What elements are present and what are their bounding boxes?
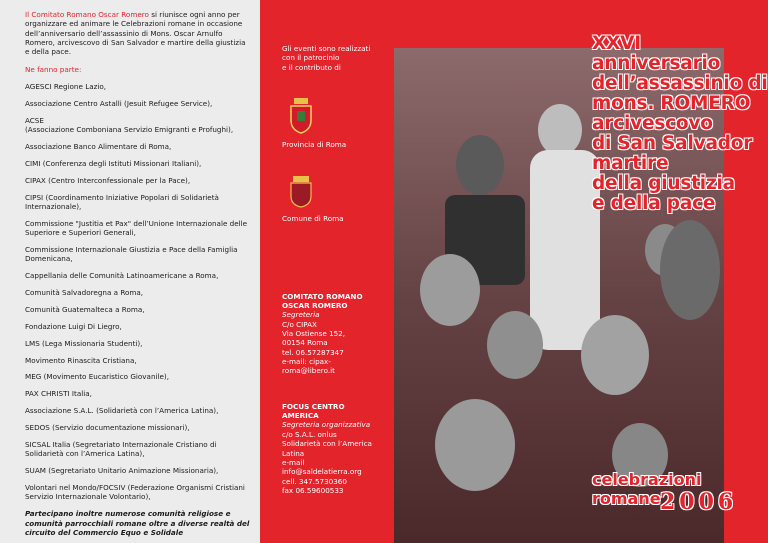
member-item: CIPAX (Centro Interconfessionale per la Pace), <box>25 175 191 185</box>
title-line: arcivescovo <box>592 112 713 134</box>
member-item: Commissione Internazionale Giustizia e Pace della Famiglia Domenicana, <box>25 245 238 264</box>
contact-line: c/o S.A.L. onlus <box>282 429 337 439</box>
member-item: Movimento Rinascita Cristiana, <box>25 355 137 365</box>
sponsor-provincia: Provincia di Roma <box>282 140 347 150</box>
left-panel <box>0 0 260 543</box>
member-item: Associazione Centro Astalli (Jesuit Refugee Service), <box>25 99 213 109</box>
contact-email: e-mail: cipax-roma@libero.it <box>282 357 335 376</box>
contact-email: e-mail info@saldelatierra.org <box>282 457 362 477</box>
cover-panel <box>380 0 768 543</box>
contact-org: FOCUS CENTRO AMERICA <box>282 401 345 421</box>
cover-title <box>592 34 768 214</box>
title-line: della giustizia <box>592 172 735 194</box>
member-item: LMS (Lega Missionaria Studenti), <box>25 338 143 348</box>
sponsors-intro: Gli eventi sono realizzati con il patrocinio e il contributo di <box>282 44 371 72</box>
title-line: XXVI anniversario <box>592 33 721 74</box>
sponsor-comune: Comune di Roma <box>282 214 344 224</box>
title-line: mons. ROMERO <box>592 92 751 114</box>
celebrations-label: celebrazioni romane <box>592 470 702 508</box>
member-item: PAX CHRISTI Italia, <box>25 389 92 399</box>
member-item: SEDOS (Servizio documentazione missionari), <box>25 423 190 433</box>
member-item: Commissione "Justitia et Pax" dell’Unione Internazionale delle Superiore e Superiori Generali, <box>25 218 248 238</box>
member-item: MEG (Movimento Eucaristico Giovanile), <box>25 372 170 382</box>
contact-phone: cell. 347.5730360 <box>282 476 347 486</box>
contact-org: COMITATO ROMANO OSCAR ROMERO <box>282 291 363 310</box>
contact-role: Segreteria <box>282 310 320 320</box>
member-item: Comunità Salvadoregna a Roma, <box>25 288 144 298</box>
member-item: Associazione S.A.L. (Solidarietà con l’America Latina), <box>25 406 219 416</box>
title-line: martire <box>592 152 669 174</box>
member-item: CIPSI (Coordinamento Iniziative Popolari di Solidarietà Internazionale), <box>25 192 219 212</box>
member-item: AGESCI Regione Lazio, <box>25 82 107 92</box>
contact-phone: tel. 06.57287347 <box>282 347 344 357</box>
intro-highlight: Il Comitato Romano Oscar Romero <box>25 10 149 19</box>
contact-line: Via Ostiense 152, <box>282 328 346 338</box>
contact-line: Solidarietà con l’America Latina <box>282 439 372 458</box>
contact-line: C/o CIPAX <box>282 319 317 329</box>
year-label: 2006 <box>660 489 738 515</box>
member-item: ACSE (Associazione Comboniana Servizio Emigranti e Profughi), <box>25 115 234 135</box>
contact-line: 00154 Roma <box>282 338 328 348</box>
member-item: Associazione Banco Alimentare di Roma, <box>25 142 172 152</box>
comune-crest-icon <box>288 176 314 208</box>
title-line: dell’assassinio di <box>592 72 768 94</box>
member-item: SICSAL Italia (Segretariato Internazionale Cristiano di Solidarietà con l’America Latina), <box>25 439 217 459</box>
members-title: Ne fanno parte: <box>25 64 82 74</box>
member-item: Comunità Guatemalteca a Roma, <box>25 305 145 315</box>
intro-text: si riunisce ogni anno per organizzare ed animare le Celebrazioni romane in occasione dell’anniversario dell’assassinio di Mons. Oscar Arnulfo Romero, arcivescovo di San Salvador e martire della giustizia e della pace. <box>25 10 246 57</box>
contact-fax: fax 06.59600533 <box>282 485 344 495</box>
title-line: e della pace <box>592 192 716 214</box>
member-item: SUAM (Segretariato Unitario Animazione Missionaria), <box>25 466 219 476</box>
contact-comitato <box>282 292 374 376</box>
member-item: Cappellania delle Comunità Latinoamericane a Roma, <box>25 271 219 281</box>
member-item: CIMI (Conferenza degli Istituti Missionari Italiani), <box>25 158 202 168</box>
intro-paragraph <box>25 10 250 57</box>
members-list <box>25 82 250 502</box>
provincia-crest-icon <box>288 98 314 134</box>
contact-role: Segreteria organizzativa <box>282 420 371 430</box>
title-line: di San Salvador <box>592 132 753 154</box>
member-item: Fondazione Luigi Di Liegro, <box>25 321 122 331</box>
middle-panel <box>260 0 380 543</box>
member-item: Volontari nel Mondo/FOCSIV (Federazione Organismi Cristiani Servizio Internazionale Volontario), <box>25 483 245 502</box>
footer-note: Partecipano inoltre numerose comunità religiose e comunità parrocchiali romane oltre a diverse realtà del circuito del Commercio Equo e Solidale <box>25 509 250 537</box>
contact-focus <box>282 402 374 496</box>
